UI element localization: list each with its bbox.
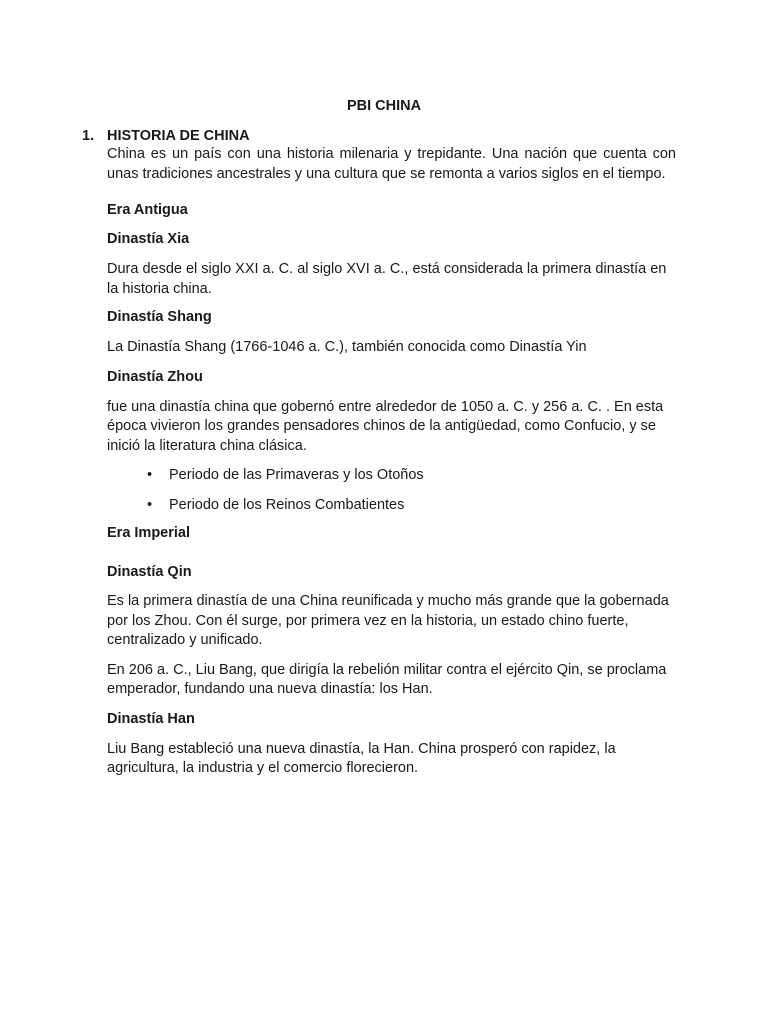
list-item bbox=[107, 496, 676, 515]
document-title: PBI CHINA bbox=[346, 98, 422, 114]
list-item-text: Periodo de los Reinos Combatientes bbox=[169, 497, 405, 513]
zhou-periods-list bbox=[107, 466, 676, 515]
xia-heading: Dinastía Xia bbox=[107, 231, 190, 247]
zhou-heading: Dinastía Zhou bbox=[107, 368, 203, 385]
qin-paragraph-2: En 206 a. C., Liu Bang, que dirigía la rebelión militar contra el ejército Qin, se proclama emperador, fundando una nueva dinastía: los Han. bbox=[107, 661, 667, 697]
list-item-text: Periodo de las Primaveras y los Otoños bbox=[169, 467, 424, 483]
shang-heading: Dinastía Shang bbox=[107, 309, 212, 325]
era-antigua-heading: Era Antigua bbox=[107, 202, 188, 218]
xia-paragraph: Dura desde el siglo XXI a. C. al siglo XVI a. C., está considerada la primera dinastía en la historia china. bbox=[107, 261, 667, 297]
bullet-icon: • bbox=[147, 467, 153, 483]
section-number: 1. bbox=[82, 128, 95, 144]
era-imperial-heading: Era Imperial bbox=[107, 525, 191, 541]
section-intro: China es un país con una historia milenaria y trepidante. Una nación que cuenta con unas tradiciones ancestrales y una cultura que se remonta a varios siglos en el tiempo. bbox=[107, 146, 676, 182]
document-body bbox=[107, 127, 676, 779]
qin-heading: Dinastía Qin bbox=[107, 564, 192, 580]
qin-paragraph-1: Es la primera dinastía de una China reunificada y mucho más grande que la gobernada por los Zhou. Con él surge, por primera vez en la historia, un estado chino fuerte, centralizado y unificado. bbox=[107, 593, 669, 648]
han-heading: Dinastía Han bbox=[107, 710, 195, 727]
shang-paragraph: La Dinastía Shang (1766-1046 a. C.), también conocida como Dinastía Yin bbox=[107, 339, 587, 355]
bullet-icon: • bbox=[147, 497, 153, 513]
list-item bbox=[107, 466, 676, 485]
section-heading: HISTORIA DE CHINA bbox=[107, 128, 250, 144]
han-paragraph: Liu Bang estableció una nueva dinastía, la Han. China prosperó con rapidez, la agricultura, la industria y el comercio florecieron. bbox=[107, 740, 616, 776]
zhou-paragraph: fue una dinastía china que gobernó entre alrededor de 1050 a. C. y 256 a. C. . En esta época vivieron los grandes pensadores chinos de la antigüedad, como Confucio, y se inició la literatura china clásica. bbox=[107, 398, 664, 454]
